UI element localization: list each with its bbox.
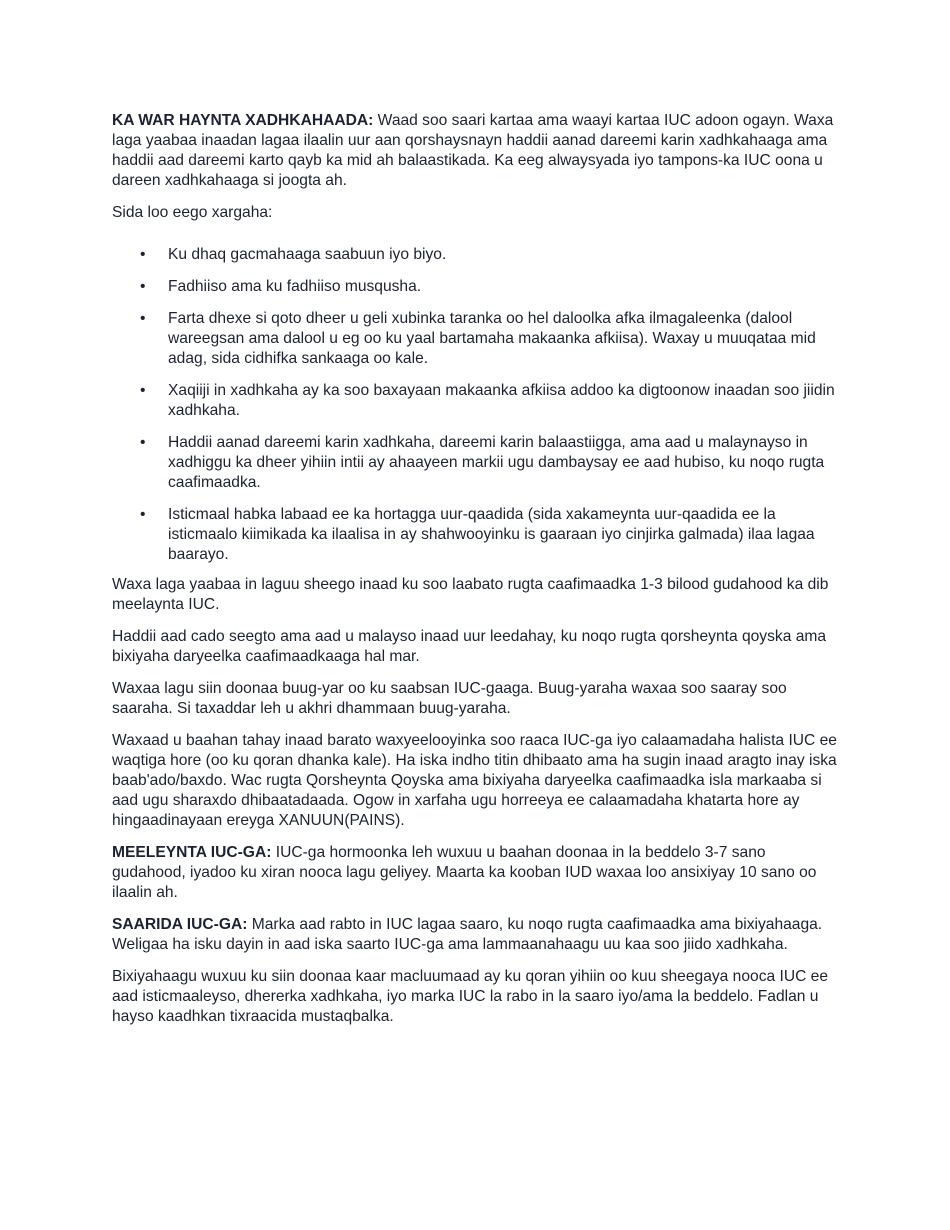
bullet-icon: • [140, 382, 146, 399]
placement-text: IUC-ga hormoonka leh wuxuu u baahan doonaa in la beddelo 3-7 sano gudahood, iyadoo ku xiran nooca lagu geliyey. Maarta ka kooban IUD waxaa loo ansixiyay 10 sano oo ilaalin ah. [112, 844, 817, 901]
pregnancy-paragraph: Haddii aad cado seegto ama aad u malayso inaad uur leedahay, ku noqo rugta qorsheynta qoyska ama bixiyaha daryeelka caafimaadkaaga hal mar. [112, 628, 827, 665]
closing-paragraph: Bixiyahaagu wuxuu ku siin doonaa kaar macluumaad ay ku qoran yihiin oo kuu sheegaya nooca IUC ee aad isticmaaleyso, dhererka xadhkaha, iyo marka IUC la rabo in la saaro iyo/ama la beddelo. Fadlan u hayso kaadhkan tixraacida mustaqbalka. [112, 968, 829, 1025]
removal-heading: SAARIDA IUC-GA: [112, 916, 248, 933]
document-page [112, 111, 842, 1039]
removal-paragraph [112, 915, 842, 955]
list-item [112, 309, 842, 369]
awareness-text: Waad soo saari kartaa ama waayi kartaa IUC adoon ogayn. Waxa laga yaabaa inaadan lagaa ilaalin uur aan qorshaysnayn haddii aanad dareemi karin xadhkahaaga ama haddii aad dareemi karto qayb ka mid ah balaastikada. Ka eeg alwaysyada iyo tampons-ka IUC oona u dareen xadhkahaaga si joogta ah. [112, 112, 834, 189]
list-item [112, 505, 842, 565]
list-item [112, 433, 842, 493]
list-item [112, 277, 842, 297]
awareness-heading: KA WAR HAYNTA XADHKAHAADA: [112, 112, 374, 129]
how-to-check-list [112, 245, 842, 565]
bullet-icon: • [140, 310, 146, 327]
bullet-icon: • [140, 246, 146, 263]
list-item [112, 245, 842, 265]
bullet-icon: • [140, 434, 146, 451]
list-item-text: Farta dhexe si qoto dheer u geli xubinka taranka oo hel daloolka afka ilmagaleenka (dalool wareegsan ama dalool u eg oo ku yaal bartamaha makaanka afkiisa). Waxay u muuqataa mid adag, sida cidhifka sankaaga oo kale. [168, 310, 816, 367]
removal-text: Marka aad rabto in IUC lagaa saaro, ku noqo rugta caafimaadka ama bixiyahaaga. Weligaa ha isku dayin in aad iska saarto IUC-ga ama lammaanahaagu uu kaa soo jiido xadhkaha. [112, 916, 823, 953]
followup-paragraph: Waxa laga yaabaa in laguu sheego inaad ku soo laabato rugta caafimaadka 1-3 bilood gudahood ka dib meelaynta IUC. [112, 576, 829, 613]
placement-heading: MEELEYNTA IUC-GA: [112, 844, 272, 861]
list-item [112, 381, 842, 421]
bullet-icon: • [140, 278, 146, 295]
list-item-text: Haddii aanad dareemi karin xadhkaha, dareemi karin balaastiigga, ama aad u malaynayso in xadhiggu ka dheer yihiin intii ay ahaayeen markii ugu dambaysay ee aad hubiso, ku noqo rugta caafimaadka. [168, 434, 825, 491]
how-to-check-intro: Sida loo eego xargaha: [112, 204, 273, 221]
list-item-text: Xaqiiji in xadhkaha ay ka soo baxayaan makaanka afkiisa addoo ka digtoonow inaadan soo jiidin xadhkaha. [168, 382, 835, 419]
warning-signs-paragraph: Waxaad u baahan tahay inaad barato waxyeelooyinka soo raaca IUC-ga iyo calaamadaha halista IUC ee waqtiga hore (oo ku qoran dhanka kale). Ha iska indho titin dhibaato ama ha sugin inaad aragto inay iska baab'ado/baxdo. Wac rugta Qorsheynta Qoyska ama bixiyaha daryeelka caafimaadka isla markaaba si aad ugu sharaxdo dhibaatadaada. Ogow in xarfaha ugu horreeya ee calaamadaha khatarta hore ay hingaadinayaan ereyga XANUUN(PAINS). [112, 732, 837, 829]
bullet-icon: • [140, 506, 146, 523]
list-item-text: Ku dhaq gacmahaaga saabuun iyo biyo. [168, 246, 447, 263]
awareness-paragraph [112, 111, 842, 191]
list-item-text: Isticmaal habka labaad ee ka hortagga uur-qaadida (sida xakameynta uur-qaadida ee la isticmaalo kiimikada ka ilaalisa in ay shahwooyinku is gaaraan iyo cinjirka galmada) ilaa lagaa baarayo. [168, 506, 815, 563]
booklet-paragraph: Waxaa lagu siin doonaa buug-yar oo ku saabsan IUC-gaaga. Buug-yaraha waxaa soo saaray soo saaraha. Si taxaddar leh u akhri dhammaan buug-yaraha. [112, 680, 787, 717]
list-item-text: Fadhiiso ama ku fadhiiso musqusha. [168, 278, 422, 295]
placement-paragraph [112, 843, 842, 903]
